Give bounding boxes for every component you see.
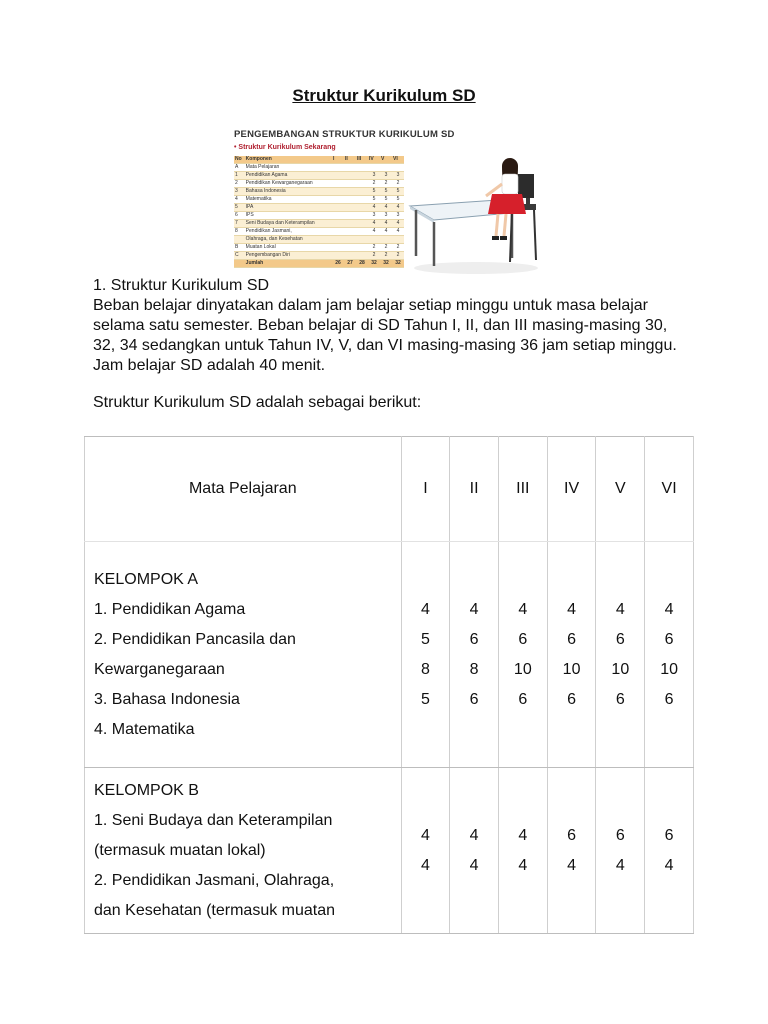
figure-cell: C xyxy=(234,252,245,260)
figure-cell xyxy=(332,188,344,196)
value-cell: 6 xyxy=(615,690,625,708)
figure-cell: Matematika xyxy=(245,196,332,204)
figure-cell xyxy=(356,244,368,252)
figure-cell xyxy=(344,228,356,236)
figure-header-cell: II xyxy=(344,156,356,164)
group-b-grade-4-values xyxy=(547,768,596,934)
figure-cell: 5 xyxy=(392,188,404,196)
figure-total-cell: Jumlah xyxy=(245,260,332,268)
figure-cell: 3 xyxy=(380,172,392,180)
figure-cell: 2 xyxy=(380,252,392,260)
figure-cell xyxy=(344,196,356,204)
value-cell: 4 xyxy=(469,600,479,618)
figure-cell: 4 xyxy=(368,204,380,212)
figure-cell: 2 xyxy=(368,180,380,188)
group-a-line: Kewarganegaraan xyxy=(94,660,225,678)
figure-cell xyxy=(344,188,356,196)
figure-heading: PENGEMBANGAN STRUKTUR KURIKULUM SD xyxy=(234,129,455,140)
group-a-line: KELOMPOK A xyxy=(94,570,199,588)
figure-cell: Muatan Lokal xyxy=(245,244,332,252)
table-row-group-b xyxy=(85,768,694,934)
figure-table-row xyxy=(234,204,404,212)
figure-cell xyxy=(356,228,368,236)
group-b-line: 2. Pendidikan Jasmani, Olahraga, xyxy=(94,871,335,889)
figure-table-row xyxy=(234,228,404,236)
figure-cell: 3 xyxy=(234,188,245,196)
figure-header-cell: No xyxy=(234,156,245,164)
table-header-row xyxy=(85,437,694,542)
value-cell: 6 xyxy=(567,630,577,648)
figure-cell: 3 xyxy=(368,172,380,180)
figure-cell: Pengembangan Diri xyxy=(245,252,332,260)
figure-cell xyxy=(344,172,356,180)
figure-table-row xyxy=(234,236,404,244)
figure-cell xyxy=(332,212,344,220)
value-cell: 5 xyxy=(420,630,430,648)
figure-total-cell: 32 xyxy=(380,260,392,268)
figure-cell xyxy=(344,212,356,220)
figure-cell: 3 xyxy=(392,212,404,220)
group-a-grade-4-values xyxy=(547,542,596,768)
figure-cell xyxy=(332,164,344,172)
value-cell: 4 xyxy=(664,600,674,618)
figure-cell xyxy=(332,220,344,228)
figure-cell: 4 xyxy=(368,220,380,228)
figure-subheading: • Struktur Kurikulum Sekarang xyxy=(234,144,336,151)
figure-cell xyxy=(332,236,344,244)
figure-total-row xyxy=(234,260,404,268)
figure-cell: Mata Pelajaran xyxy=(245,164,332,172)
figure-cell: IPS xyxy=(245,212,332,220)
value-cell: 6 xyxy=(664,690,674,708)
table-row-group-a xyxy=(85,542,694,768)
value-cell: 4 xyxy=(469,856,479,874)
figure-cell: 2 xyxy=(380,180,392,188)
figure-total-cell: 32 xyxy=(392,260,404,268)
figure-total-cell: 28 xyxy=(356,260,368,268)
figure-header-cell: IV xyxy=(368,156,380,164)
header-cell-subject: Mata Pelajaran xyxy=(85,437,402,542)
figure-cell: 3 xyxy=(368,212,380,220)
figure-cell: 5 xyxy=(380,188,392,196)
figure-cell: 2 xyxy=(392,252,404,260)
value-cell: 6 xyxy=(567,690,577,708)
group-a-line: 4. Matematika xyxy=(94,720,195,738)
header-cell-grade-6: VI xyxy=(645,437,694,542)
group-b-line: dan Kesehatan (termasuk muatan xyxy=(94,901,336,919)
curriculum-figure xyxy=(230,126,540,276)
figure-cell xyxy=(332,244,344,252)
figure-cell xyxy=(344,180,356,188)
figure-cell: 4 xyxy=(392,220,404,228)
figure-cell: 2 xyxy=(380,244,392,252)
figure-cell xyxy=(332,172,344,180)
figure-table-row xyxy=(234,252,404,260)
figure-cell: 7 xyxy=(234,220,245,228)
value-cell: 6 xyxy=(615,826,625,844)
figure-cell xyxy=(380,236,392,244)
figure-cell xyxy=(332,228,344,236)
figure-cell xyxy=(332,204,344,212)
figure-table-row xyxy=(234,172,404,180)
figure-cell xyxy=(392,164,404,172)
value-cell: 4 xyxy=(664,856,674,874)
figure-cell: 6 xyxy=(234,212,245,220)
value-cell: 10 xyxy=(611,660,630,678)
group-b-grade-6-values xyxy=(645,768,694,934)
figure-cell xyxy=(344,252,356,260)
figure-header-cell: I xyxy=(332,156,344,164)
figure-cell xyxy=(356,252,368,260)
figure-cell xyxy=(356,212,368,220)
paragraph: Beban belajar dinyatakan dalam jam belajar setiap minggu untuk masa belajar selama satu semester. Beban belajar di SD Tahun I, II, dan III masing-masing 30, 32, 34 sedangkan untuk Tahun IV, V, dan VI masing-masing 36 jam setiap minggu. Jam belajar SD adalah 40 menit. xyxy=(93,297,677,374)
figure-cell: Pendidikan Agama xyxy=(245,172,332,180)
header-cell-grade-1: I xyxy=(401,437,450,542)
value-cell: 4 xyxy=(518,600,528,618)
figure-cell xyxy=(344,220,356,228)
figure-cell: IPA xyxy=(245,204,332,212)
group-b-line: (termasuk muatan lokal) xyxy=(94,841,266,859)
group-b-grade-5-values xyxy=(596,768,645,934)
value-cell: 4 xyxy=(615,600,625,618)
header-cell-grade-3: III xyxy=(498,437,547,542)
figure-cell xyxy=(344,244,356,252)
student-at-desk-illustration xyxy=(406,156,540,276)
value-cell: 4 xyxy=(567,856,577,874)
header-cell-grade-4: IV xyxy=(547,437,596,542)
figure-cell: B xyxy=(234,244,245,252)
figure-header-cell: III xyxy=(356,156,368,164)
value-cell: 4 xyxy=(420,826,430,844)
value-cell: 4 xyxy=(469,826,479,844)
figure-cell: Bahasa Indonesia xyxy=(245,188,332,196)
figure-cell xyxy=(356,220,368,228)
figure-cell: 4 xyxy=(380,204,392,212)
figure-cell xyxy=(356,196,368,204)
group-a-line: 1. Pendidikan Agama xyxy=(94,600,246,618)
value-cell: 6 xyxy=(567,826,577,844)
figure-cell xyxy=(332,196,344,204)
value-cell: 8 xyxy=(420,660,430,678)
value-cell: 6 xyxy=(518,690,528,708)
figure-cell xyxy=(392,236,404,244)
value-cell: 6 xyxy=(518,630,528,648)
group-a-grade-1-values xyxy=(401,542,450,768)
value-cell: 6 xyxy=(664,630,674,648)
value-cell: 8 xyxy=(469,660,479,678)
figure-cell xyxy=(368,164,380,172)
figure-table-row xyxy=(234,212,404,220)
figure-table-row xyxy=(234,188,404,196)
figure-table-row xyxy=(234,220,404,228)
value-cell: 6 xyxy=(664,826,674,844)
figure-cell: Pendidikan Jasmani, xyxy=(245,228,332,236)
value-cell: 4 xyxy=(420,600,430,618)
group-a-grade-6-values xyxy=(645,542,694,768)
figure-table-row xyxy=(234,244,404,252)
figure-cell: 5 xyxy=(234,204,245,212)
section-heading: 1. Struktur Kurikulum SD xyxy=(93,277,270,294)
value-cell: 10 xyxy=(660,660,678,678)
figure-cell xyxy=(332,252,344,260)
group-b-grade-1-values xyxy=(401,768,450,934)
group-b-grade-3-values xyxy=(498,768,547,934)
figure-cell: 8 xyxy=(234,228,245,236)
figure-cell: 3 xyxy=(392,172,404,180)
figure-header-cell: V xyxy=(380,156,392,164)
figure-cell xyxy=(344,204,356,212)
header-cell-grade-2: II xyxy=(450,437,499,542)
value-cell: 6 xyxy=(615,630,625,648)
figure-cell xyxy=(356,180,368,188)
figure-cell: Olahraga, dan Kesehatan xyxy=(245,236,332,244)
figure-cell xyxy=(356,188,368,196)
figure-cell: 4 xyxy=(380,220,392,228)
figure-cell: 4 xyxy=(392,204,404,212)
group-a-subjects xyxy=(85,542,402,768)
figure-total-cell: 26 xyxy=(332,260,344,268)
curriculum-table xyxy=(84,436,694,934)
figure-cell xyxy=(356,236,368,244)
figure-header-cell: Komponen xyxy=(245,156,332,164)
figure-cell: A xyxy=(234,164,245,172)
table-intro: Struktur Kurikulum SD adalah sebagai berikut: xyxy=(93,394,422,411)
figure-total-cell xyxy=(234,260,245,268)
figure-cell xyxy=(344,164,356,172)
figure-cell: 5 xyxy=(368,188,380,196)
value-cell: 10 xyxy=(513,660,532,678)
figure-cell xyxy=(380,164,392,172)
figure-cell xyxy=(234,236,245,244)
group-b-line: 1. Seni Budaya dan Keterampilan xyxy=(94,811,333,829)
figure-table-row xyxy=(234,180,404,188)
figure-cell: 5 xyxy=(368,196,380,204)
figure-header-cell: VI xyxy=(392,156,404,164)
value-cell: 6 xyxy=(469,690,479,708)
figure-cell: 5 xyxy=(380,196,392,204)
value-cell: 4 xyxy=(615,856,625,874)
group-a-grade-5-values xyxy=(596,542,645,768)
figure-table-row xyxy=(234,196,404,204)
figure-cell xyxy=(356,164,368,172)
figure-cell: 2 xyxy=(234,180,245,188)
figure-cell: 2 xyxy=(392,180,404,188)
value-cell: 10 xyxy=(562,660,581,678)
group-a-grade-2-values xyxy=(450,542,499,768)
value-cell: 4 xyxy=(420,856,430,874)
figure-table-row xyxy=(234,164,404,172)
figure-cell: Pendidikan Kewarganegaraan xyxy=(245,180,332,188)
value-cell: 4 xyxy=(518,826,528,844)
figure-cell: 4 xyxy=(368,228,380,236)
intro-section xyxy=(93,276,693,376)
group-a-grade-3-values xyxy=(498,542,547,768)
group-b-grade-2-values xyxy=(450,768,499,934)
value-cell: 4 xyxy=(518,856,528,874)
figure-cell: 4 xyxy=(380,228,392,236)
header-cell-grade-5: V xyxy=(596,437,645,542)
figure-cell: 1 xyxy=(234,172,245,180)
value-cell: 6 xyxy=(469,630,479,648)
document-title: Struktur Kurikulum SD xyxy=(292,86,476,105)
group-b-line: KELOMPOK B xyxy=(94,781,199,799)
figure-cell: 4 xyxy=(392,228,404,236)
figure-cell: 5 xyxy=(392,196,404,204)
figure-cell: 3 xyxy=(380,212,392,220)
figure-cell: 2 xyxy=(368,244,380,252)
value-cell: 5 xyxy=(420,690,430,708)
figure-total-cell: 32 xyxy=(368,260,380,268)
figure-cell: 4 xyxy=(234,196,245,204)
figure-cell xyxy=(344,236,356,244)
figure-cell xyxy=(368,236,380,244)
figure-cell: 2 xyxy=(392,244,404,252)
group-a-line: 3. Bahasa Indonesia xyxy=(94,690,240,708)
group-b-subjects xyxy=(85,768,402,934)
value-cell: 4 xyxy=(567,600,577,618)
figure-total-cell: 27 xyxy=(344,260,356,268)
figure-cell xyxy=(332,180,344,188)
figure-cell: Seni Budaya dan Keterampilan xyxy=(245,220,332,228)
figure-cell xyxy=(356,172,368,180)
figure-cell xyxy=(356,204,368,212)
figure-table xyxy=(234,156,404,268)
group-a-line: 2. Pendidikan Pancasila dan xyxy=(94,630,296,648)
figure-cell: 2 xyxy=(368,252,380,260)
